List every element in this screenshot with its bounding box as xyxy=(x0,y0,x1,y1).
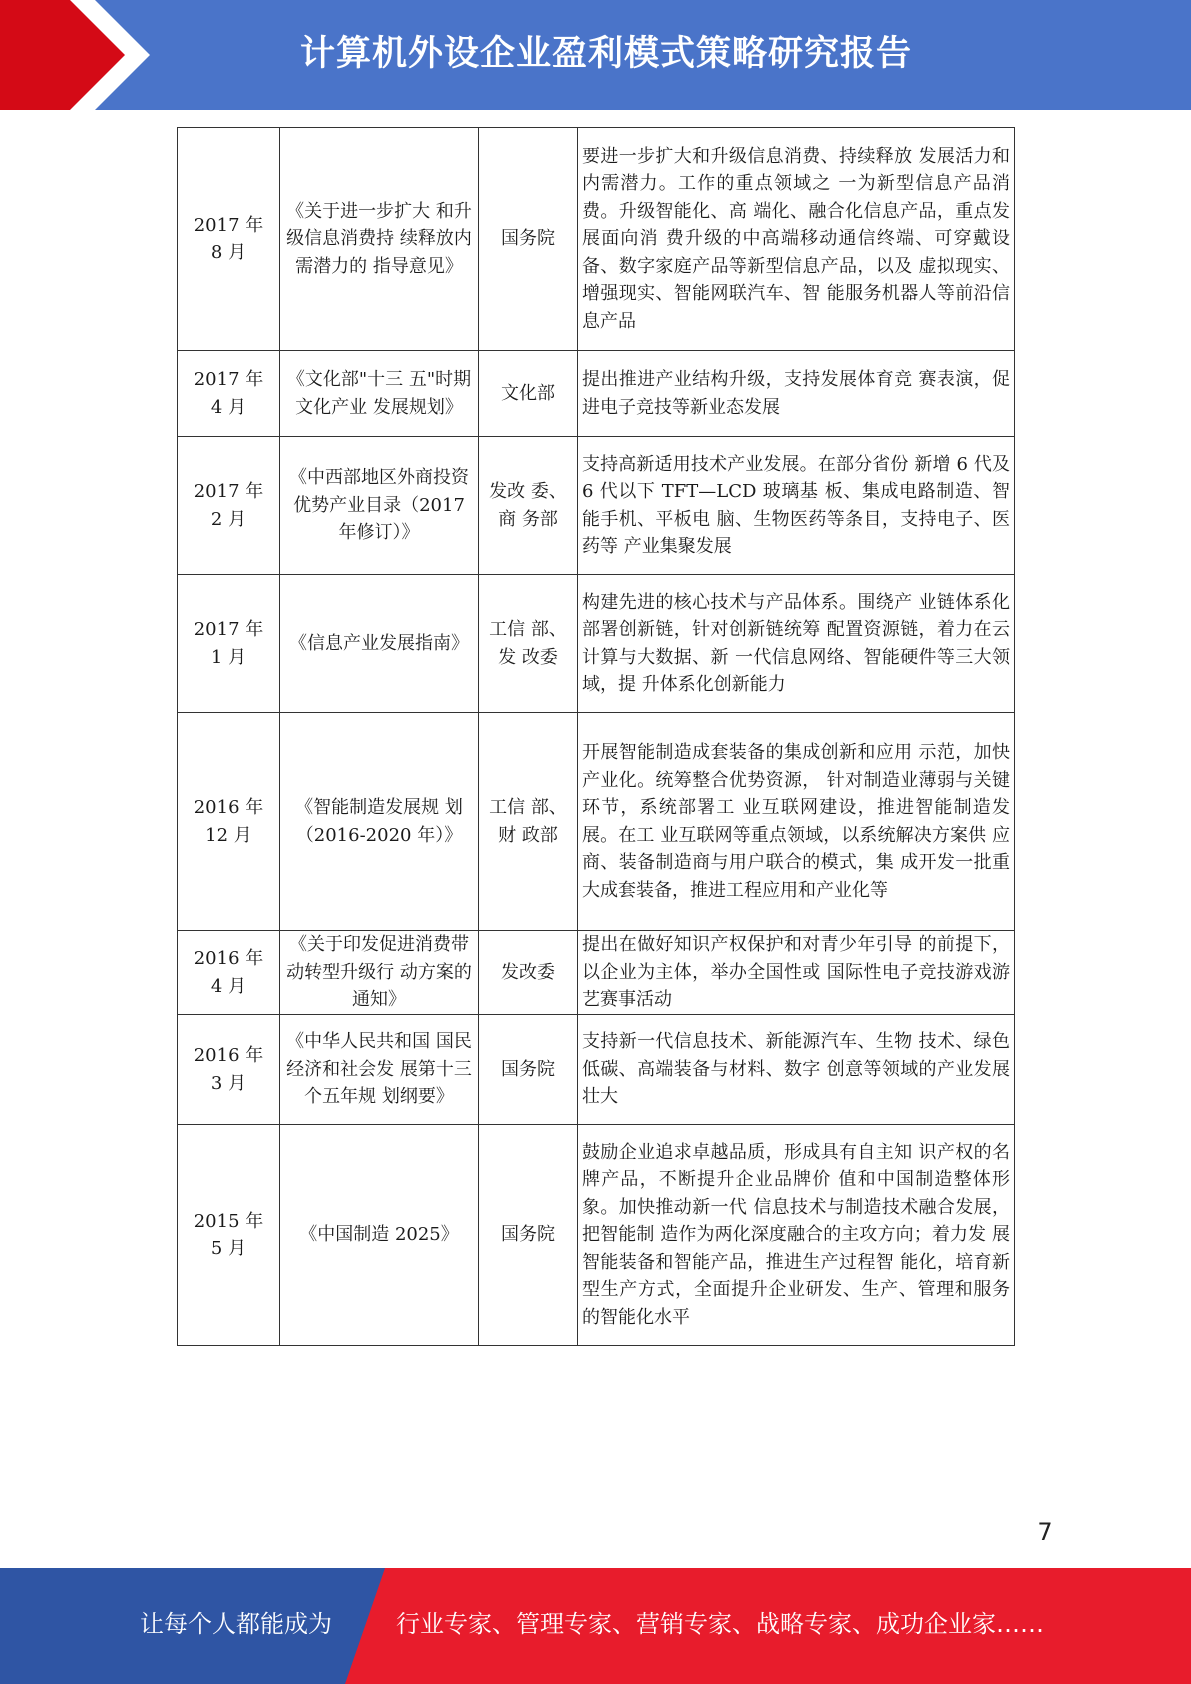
table-row xyxy=(178,1125,1015,1346)
date-cell xyxy=(178,1125,280,1346)
policy-table xyxy=(177,127,1015,1346)
table-row xyxy=(178,931,1015,1015)
table-row xyxy=(178,351,1015,437)
table-row xyxy=(178,128,1015,351)
document-cell: 《中西部地区外商投资优势产业目录（2017 年修订）》 xyxy=(280,437,479,575)
date-year: 2017 年 xyxy=(193,214,264,236)
document-cell: 《关于进一步扩大 和升级信息消费持 续释放内需潜力的 指导意见》 xyxy=(280,128,479,351)
date-year: 2016 年 xyxy=(193,797,264,818)
department-cell: 文化部 xyxy=(479,351,578,437)
date-cell xyxy=(178,351,280,437)
content-cell: 提出在做好知识产权保护和对青少年引导 的前提下，以企业为主体，举办全国性或 国际性电子竞技游戏游艺赛事活动 xyxy=(578,931,1015,1015)
date-month: 12 月 xyxy=(205,824,252,846)
date-cell xyxy=(178,1015,280,1125)
date-month: 3 月 xyxy=(210,1072,247,1094)
document-cell: 《关于印发促进消费带动转型升级行 动方案的通知》 xyxy=(280,931,479,1015)
date-month: 5 月 xyxy=(210,1238,247,1259)
page-number: 7 xyxy=(1037,1518,1053,1546)
department-cell: 发改 委、商 务部 xyxy=(479,437,578,575)
date-year: 2016 年 xyxy=(193,1045,264,1066)
table-row xyxy=(178,713,1015,931)
table-row xyxy=(178,437,1015,575)
content-cell: 构建先进的核心技术与产品体系。围绕产 业链体系化部署创新链，针对创新链统筹 配置资源链，着力在云计算与大数据、新 一代信息网络、智能硬件等三大领域，提 升体系化创新能力 xyxy=(578,575,1015,713)
date-year: 2016 年 xyxy=(193,948,264,969)
footer-slogan-left: 让每个人都能成为 xyxy=(140,1610,332,1638)
date-month: 8 月 xyxy=(210,242,247,263)
date-month: 4 月 xyxy=(210,396,247,418)
content-cell: 支持高新适用技术产业发展。在部分省份 新增 6 代及 6 代以下 TFT—LCD 玻璃基 板、集成电路制造、智能手机、平板电 脑、生物医药等条目，支持电子、医药等 产业集聚发展 xyxy=(578,437,1015,575)
footer-banner xyxy=(0,1568,1191,1684)
date-cell xyxy=(178,931,280,1015)
content-cell: 提出推进产业结构升级，支持发展体育竞 赛表演，促进电子竞技等新业态发展 xyxy=(578,351,1015,437)
header-banner xyxy=(0,0,1191,110)
content-cell: 支持新一代信息技术、新能源汽车、生物 技术、绿色低碳、高端装备与材料、数字 创意等领域的产业发展壮大 xyxy=(578,1015,1015,1125)
footer-slogan-right: 行业专家、管理专家、营销专家、战略专家、成功企业家…… xyxy=(396,1610,1044,1638)
document-cell: 《中华人民共和国 国民经济和社会发 展第十三个五年规 划纲要》 xyxy=(280,1015,479,1125)
date-month: 4 月 xyxy=(210,975,247,997)
content-cell: 鼓励企业追求卓越品质，形成具有自主知 识产权的名牌产品，不断提升企业品牌价 值和中国制造整体形象。加快推动新一代 信息技术与制造技术融合发展，把智能制 造作为两化深度融合的主攻方向；着力发 展智能装备和智能产品，推进生产过程智 能化，培育新型生产方式，全面提升企业研发、生产、管理和服务的智能化水平 xyxy=(578,1125,1015,1346)
date-cell xyxy=(178,128,280,351)
date-cell xyxy=(178,575,280,713)
department-cell: 国务院 xyxy=(479,1015,578,1125)
report-title: 计算机外设企业盈利模式策略研究报告 xyxy=(300,34,913,74)
document-cell: 《智能制造发展规 划（2016-2020 年）》 xyxy=(280,713,479,931)
department-cell: 国务院 xyxy=(479,128,578,351)
document-cell: 《中国制造 2025》 xyxy=(280,1125,479,1346)
date-year: 2015 年 xyxy=(193,1210,264,1232)
content-cell: 要进一步扩大和升级信息消费、持续释放 发展活力和内需潜力。工作的重点领域之 一为新型信息产品消费。升级智能化、高 端化、融合化信息产品，重点发展面向消 费升级的中高端移动通信终端、可穿戴设 备、数字家庭产品等新型信息产品，以及 虚拟现实、增强现实、智能网联汽车、智 能服务机器人等前沿信息产品 xyxy=(578,128,1015,351)
date-month: 1 月 xyxy=(210,646,247,668)
table-row xyxy=(178,575,1015,713)
department-cell: 国务院 xyxy=(479,1125,578,1346)
date-month: 2 月 xyxy=(210,508,247,530)
department-cell: 工信 部、发 改委 xyxy=(479,575,578,713)
date-cell xyxy=(178,713,280,931)
date-year: 2017 年 xyxy=(193,481,264,502)
document-cell: 《文化部"十三 五"时期文化产业 发展规划》 xyxy=(280,351,479,437)
table-row xyxy=(178,1015,1015,1125)
date-cell xyxy=(178,437,280,575)
document-cell: 《信息产业发展指南》 xyxy=(280,575,479,713)
content-cell: 开展智能制造成套装备的集成创新和应用 示范，加快产业化。统筹整合优势资源， 针对制造业薄弱与关键环节，系统部署工 业互联网建设，推进智能制造发展。在工 业互联网等重点领域，以系统解决方案供 应商、装备制造商与用户联合的模式，集 成开发一批重大成套装备，推进工程应用和产业化等 xyxy=(578,713,1015,931)
date-year: 2017 年 xyxy=(193,369,264,390)
department-cell: 工信 部、财 政部 xyxy=(479,713,578,931)
date-year: 2017 年 xyxy=(193,619,264,640)
department-cell: 发改委 xyxy=(479,931,578,1015)
